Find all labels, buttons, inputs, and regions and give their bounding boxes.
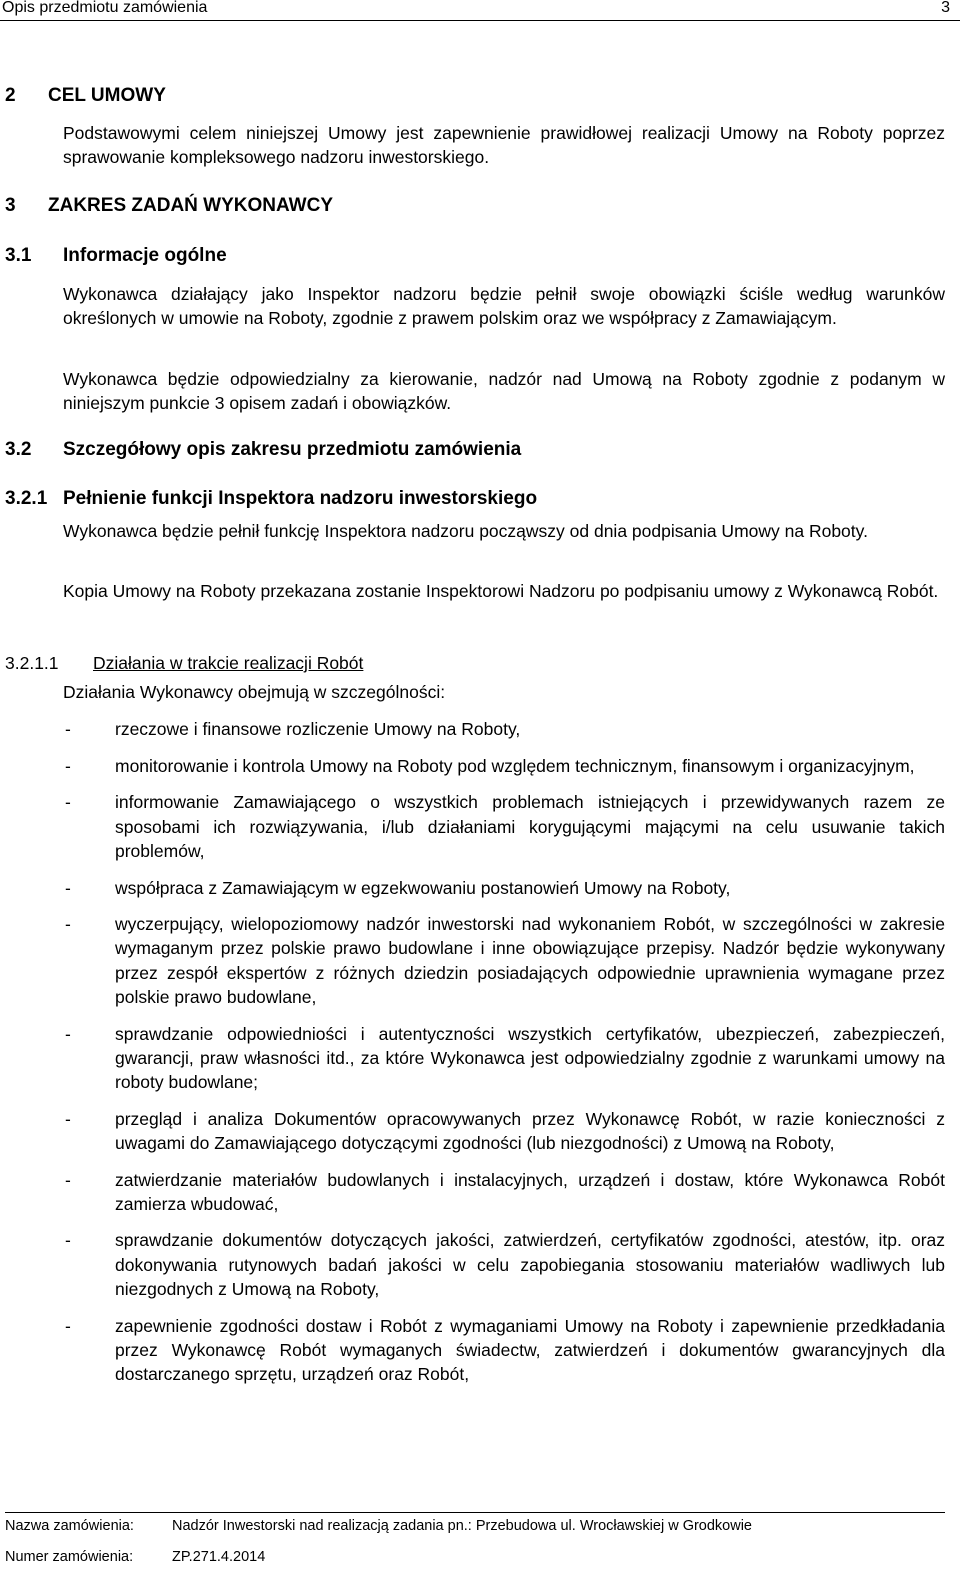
section-3-heading	[5, 195, 333, 217]
section-title: Pełnienie funkcji Inspektora nadzoru inwestorskiego	[63, 488, 538, 509]
page-footer	[0, 1512, 960, 1579]
section-title: Szczegółowy opis zakresu przedmiotu zamówienia	[63, 439, 522, 460]
list-item: - współpraca z Zamawiającym w egzekwowaniu postanowień Umowy na Roboty,	[65, 877, 731, 898]
page-number: 3	[941, 0, 950, 16]
section-title: ZAKRES ZADAŃ WYKONAWCY	[48, 195, 333, 216]
section-3-1-paragraph-2: Wykonawca będzie odpowiedzialny za kierowanie, nadzór nad Umową na Roboty zgodnie z podanym w niniejszym punkcie 3 opisem zadań i obowiązków.	[63, 369, 945, 413]
page-header	[0, 0, 960, 21]
section-title: CEL UMOWY	[48, 85, 166, 106]
footer-number-value: ZP.271.4.2014	[172, 1549, 266, 1565]
list-item: - wyczerpujący, wielopoziomowy nadzór inwestorski nad wykonaniem Robót, w szczególności w zakresie wymaganym przez polskie prawo budowlane i inne obowiązujące przepisy. Nadzór będzie wykonywany przez zespół ekspertów z różnych dziedzin posiadających odpowiednie uprawnienia wymagane przez polskie prawo budowlane,	[65, 914, 945, 1007]
section-3-2-1-paragraph-2: Kopia Umowy na Roboty przekazana zostanie Inspektorowi Nadzoru po podpisaniu umowy z Wykonawcą Robót.	[63, 581, 939, 601]
section-3-2-1-paragraph-1: Wykonawca będzie pełnił funkcję Inspektora nadzoru począwszy od dnia podpisania Umowy na Roboty.	[63, 521, 868, 541]
list-item: - zapewnienie zgodności dostaw i Robót z wymaganiami Umowy na Roboty i zapewnienie przedkładania przez Wykonawcę Robót wymaganych świadectw, zatwierdzeń i dokumentów gwarancyjnych dla dostarczanego sprzętu, urządzeń oraz Robót,	[65, 1315, 945, 1384]
list-item: - sprawdzanie odpowiedniości i autentyczności wszystkich certyfikatów, ubezpieczeń, zabezpieczeń, gwarancji, praw własności itd., za które Wykonawca jest odpowiedzialny zgodnie z warunkami umowy na roboty budowlane;	[65, 1023, 945, 1092]
document-title: Opis przedmiotu zamówienia	[2, 0, 208, 16]
section-3-2-1-1-heading	[5, 653, 363, 674]
footer-number-label: Numer zamówienia:	[5, 1549, 134, 1565]
footer-divider	[5, 1512, 945, 1513]
section-3-2-heading	[5, 439, 521, 461]
section-3-1-heading	[5, 245, 227, 267]
activities-list	[63, 717, 945, 1399]
list-item: - informowanie Zamawiającego o wszystkich problemach istniejących i przewidywanych razem ze sposobami ich rozwiązywania, i/lub działaniami korygującymi mającymi na celu usuwanie takich problemów,	[65, 792, 945, 861]
section-title: Działania w trakcie realizacji Robót	[93, 653, 364, 673]
section-2-paragraph: Podstawowymi celem niniejszej Umowy jest zapewnienie prawidłowej realizacji Umowy na Roboty poprzez sprawowanie kompleksowego nadzoru inwestorskiego.	[63, 123, 945, 167]
footer-name-label: Nazwa zamówienia:	[5, 1518, 134, 1534]
section-3-2-1-heading	[5, 488, 537, 510]
section-number: 3.2	[5, 439, 32, 460]
section-number: 3	[5, 195, 16, 216]
list-item: - zatwierdzanie materiałów budowlanych i instalacyjnych, urządzeń i dostaw, które Wykonawca Robót zamierza wbudować,	[65, 1169, 945, 1214]
section-number: 3.1	[5, 245, 32, 266]
list-item: - przegląd i analiza Dokumentów opracowywanych przez Wykonawcę Robót, w razie konieczności z uwagami do Zamawiającego dotyczącymi zgodności (lub niezgodności) z Umową na Roboty,	[65, 1108, 945, 1153]
section-2-heading	[5, 85, 166, 107]
section-number: 2	[5, 85, 16, 106]
footer-order-number	[5, 1549, 265, 1565]
list-item: - sprawdzanie dokumentów dotyczących jakości, zatwierdzeń, certyfikatów zgodności, atestów, itp. oraz dokonywania rutynowych badań jakości w celu zapobiegania stosowaniu materiałów wadliwych lub niezgodnych z Umową na Roboty,	[65, 1230, 945, 1299]
section-number: 3.2.1	[5, 488, 48, 509]
list-item: - monitorowanie i kontrola Umowy na Roboty pod względem technicznym, finansowym i organizacyjnym,	[65, 755, 915, 776]
list-item: - rzeczowe i finansowe rozliczenie Umowy na Roboty,	[65, 719, 521, 739]
section-number: 3.2.1.1	[5, 653, 59, 673]
list-intro: Działania Wykonawcy obejmują w szczególności:	[63, 682, 446, 702]
footer-name-value: Nadzór Inwestorski nad realizacją zadania pn.: Przebudowa ul. Wrocławskiej w Grodkowie	[172, 1518, 752, 1534]
section-title: Informacje ogólne	[63, 245, 227, 266]
section-3-1-paragraph-1: Wykonawca działający jako Inspektor nadzoru będzie pełnił swoje obowiązki ściśle według warunków określonych w umowie na Roboty, zgodnie z prawem polskim oraz we współpracy z Zamawiającym.	[63, 284, 945, 328]
footer-order-name	[5, 1518, 752, 1534]
